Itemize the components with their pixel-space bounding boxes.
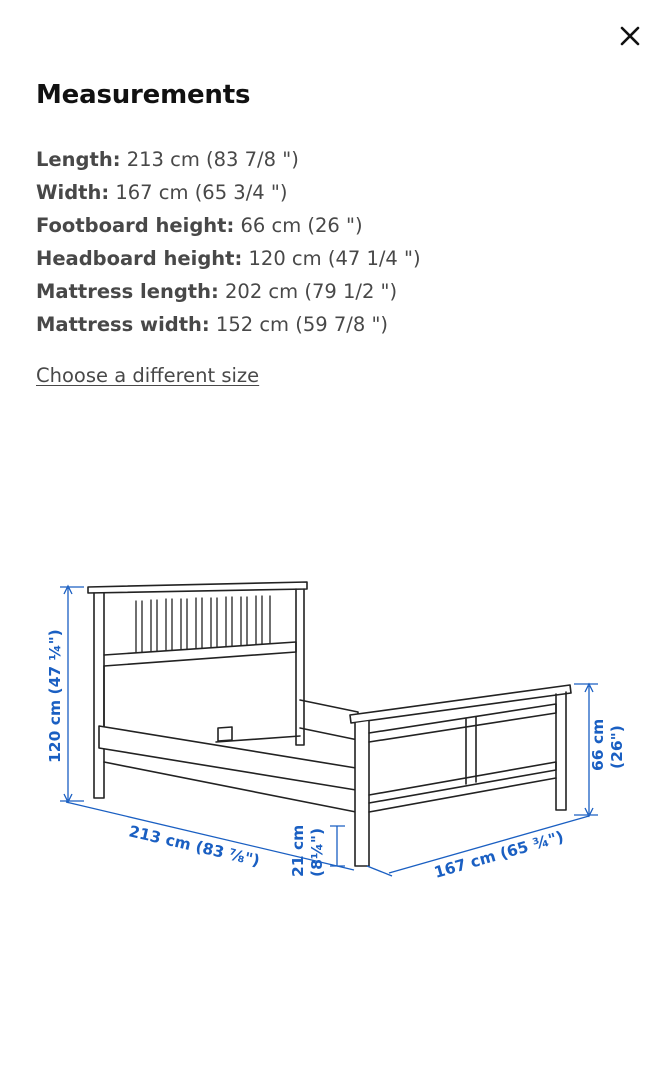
leg-height-cm-label: 21 cm [289, 824, 307, 877]
spec-label: Headboard height: [36, 247, 243, 270]
spec-value: 202 cm (79 1/2 ") [225, 280, 398, 303]
page-title: Measurements [36, 80, 251, 110]
spec-headboard-height [36, 242, 421, 275]
spec-mattress-width [36, 308, 421, 341]
spec-length [36, 143, 421, 176]
close-button[interactable] [612, 18, 648, 54]
close-icon [618, 24, 642, 48]
spec-value: 152 cm (59 7/8 ") [215, 313, 389, 336]
spec-label: Mattress length: [36, 280, 219, 303]
spec-label: Mattress width: [36, 313, 210, 336]
spec-label: Width: [36, 181, 110, 204]
measurements-list [36, 143, 421, 341]
leg-height-in-label: (8¼") [308, 827, 326, 877]
width-label: 167 cm (65 ¾") [432, 827, 566, 882]
spec-value: 120 cm (47 1/4 ") [248, 247, 421, 270]
headboard-height-label: 120 cm (47 ¼") [46, 629, 64, 763]
spec-width [36, 176, 421, 209]
bed-line-drawing [88, 582, 571, 866]
length-label: 213 cm (83 ⅞") [127, 822, 262, 870]
spec-footboard-height [36, 209, 421, 242]
spec-value: 213 cm (83 7/8 ") [126, 148, 299, 171]
spec-value: 66 cm (26 ") [240, 214, 363, 237]
footboard-height-in-label: (26") [608, 725, 626, 769]
spec-value: 167 cm (65 3/4 ") [115, 181, 288, 204]
spec-label: Length: [36, 148, 121, 171]
choose-size-link[interactable]: Choose a different size [36, 364, 260, 387]
footboard-height-cm-label: 66 cm [589, 718, 607, 771]
spec-label: Footboard height: [36, 214, 235, 237]
spec-mattress-length [36, 275, 421, 308]
bed-dimension-diagram [0, 560, 672, 900]
